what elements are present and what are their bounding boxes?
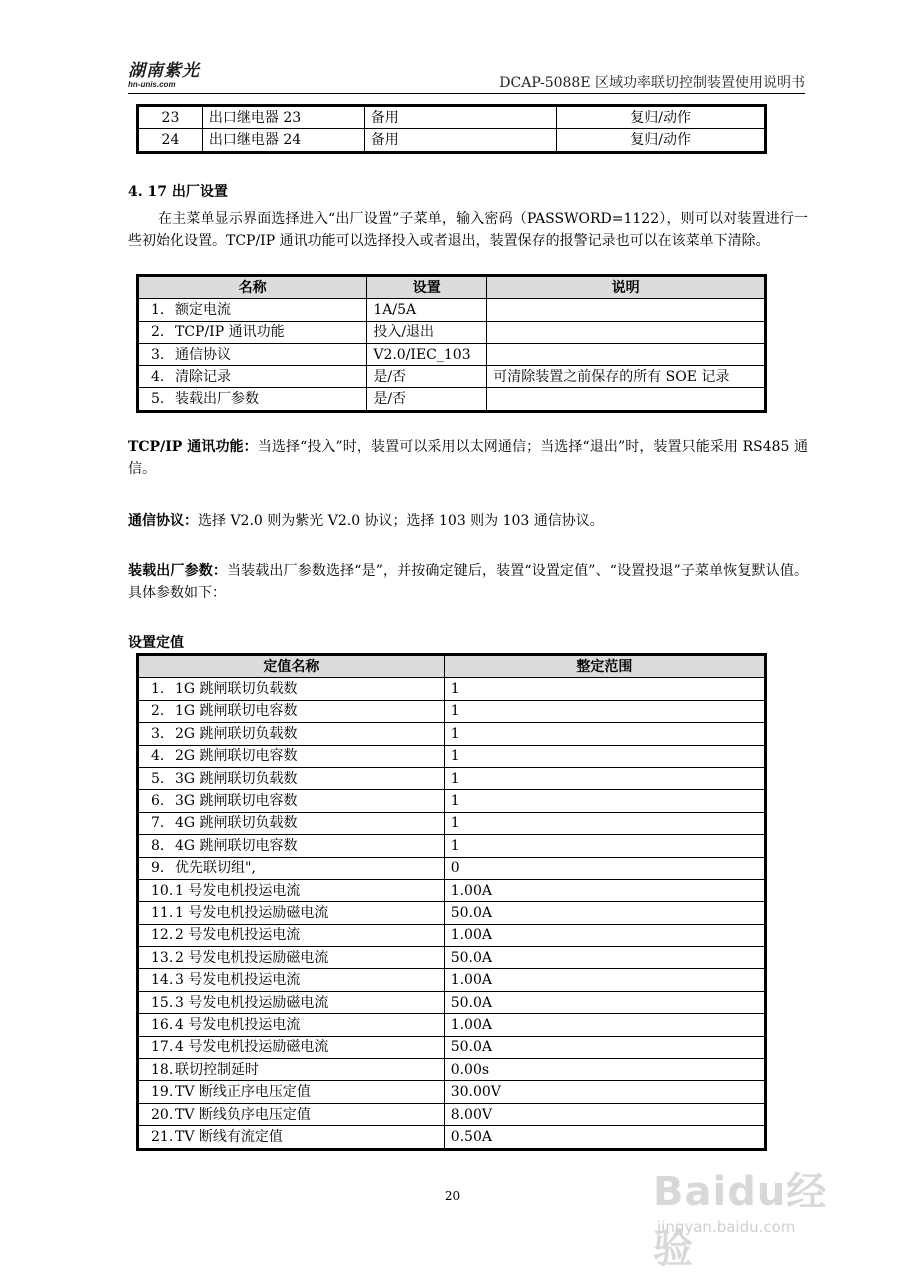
- table-row: [139, 1014, 765, 1036]
- row-name: 清除记录: [175, 368, 231, 385]
- load-defaults-text: 当装载出厂参数选择“是”，并按确定键后，装置“设置定值”、“设置投退”子菜单恢复默认值。具体参数如下：: [128, 563, 809, 601]
- protocol-label: 通信协议：: [128, 513, 198, 529]
- table-row: [139, 947, 765, 969]
- column-header: 定值名称: [139, 656, 445, 678]
- table-cell: 0.00s: [444, 1059, 764, 1081]
- table-cell: [139, 790, 445, 812]
- table-cell: [139, 343, 367, 365]
- table-row: [139, 388, 765, 410]
- table-row: [139, 857, 765, 879]
- table-row: [139, 835, 765, 857]
- table-row: [139, 812, 765, 834]
- table-row: [139, 902, 765, 924]
- row-name: 3G 跳闸联切电容数: [175, 793, 298, 810]
- load-defaults-label: 装载出厂参数：: [128, 563, 227, 579]
- table-row: [139, 1126, 765, 1148]
- table-row: [139, 1081, 765, 1103]
- table-cell: 出口继电器 24: [202, 129, 364, 151]
- table-cell: 复归/动作: [557, 129, 765, 151]
- table-cell: [139, 1103, 445, 1125]
- table-cell: 是/否: [367, 366, 487, 388]
- table-cell: [139, 1081, 445, 1103]
- row-number: 3.: [151, 725, 165, 742]
- table-row: [139, 299, 765, 321]
- table-row: [139, 767, 765, 789]
- header-divider: [128, 93, 805, 94]
- row-number: 5.: [151, 770, 165, 787]
- row-number: 16.: [151, 1016, 174, 1033]
- baidu-watermark: [635, 1158, 860, 1272]
- table-cell: [139, 678, 445, 700]
- table-cell: [139, 947, 445, 969]
- table-row: [139, 678, 765, 700]
- column-header: 设置: [367, 277, 487, 299]
- table-cell: 1.00A: [444, 1014, 764, 1036]
- table-row: [139, 700, 765, 722]
- row-name: 通信协议: [175, 346, 231, 363]
- row-number: 14.: [151, 972, 174, 989]
- row-name: 装载出厂参数: [175, 391, 259, 408]
- row-name: 2G 跳闸联切负载数: [175, 725, 298, 742]
- table-row: [139, 745, 765, 767]
- page-number: 20: [444, 1189, 461, 1203]
- column-header: 名称: [139, 277, 367, 299]
- table-cell: 可清除装置之前保存的所有 SOE 记录: [487, 366, 765, 388]
- table-cell: 投入/退出: [367, 321, 487, 343]
- table-cell: 备用: [364, 129, 557, 151]
- table-cell: [139, 723, 445, 745]
- row-number: 2.: [151, 703, 165, 720]
- table-cell: [139, 835, 445, 857]
- table-cell: V2.0/IEC_103: [367, 343, 487, 365]
- table-cell: 0: [444, 857, 764, 879]
- row-name: TV 断线负序电压定值: [175, 1106, 311, 1123]
- table-row: [139, 1103, 765, 1125]
- table-cell: [139, 991, 445, 1013]
- table-row: [139, 879, 765, 901]
- row-name: 3G 跳闸联切负载数: [175, 770, 298, 787]
- table-cell: [139, 1126, 445, 1148]
- row-number: 21.: [151, 1128, 174, 1145]
- table-cell: [139, 902, 445, 924]
- table-cell: 复归/动作: [557, 107, 765, 129]
- row-number: 5.: [151, 391, 165, 408]
- table-cell: 24: [139, 129, 203, 151]
- row-name: TCP/IP 通讯功能: [175, 324, 285, 341]
- table-cell: 1: [444, 745, 764, 767]
- intro-paragraph: 在主菜单显示界面选择进入“出厂设置”子菜单，输入密码（PASSWORD=1122），则可以对装置进行一些初始化设置。TCP/IP 通讯功能可以选择投入或者退出，装置保存的报警记录也可以在该菜单下清除。: [128, 211, 808, 249]
- table-row: [139, 343, 765, 365]
- table-cell: 0.50A: [444, 1126, 764, 1148]
- row-name: 额定电流: [175, 301, 231, 318]
- logo-sub-text: hn-unis.com: [128, 80, 176, 89]
- table-row: [139, 924, 765, 946]
- row-name: 联切控制延时: [175, 1061, 259, 1078]
- table-row: [139, 129, 765, 151]
- row-number: 4.: [151, 368, 165, 385]
- table-cell: [139, 767, 445, 789]
- table-cell: [487, 388, 765, 410]
- company-logo: [128, 62, 208, 90]
- table-cell: 8.00V: [444, 1103, 764, 1125]
- row-name: TV 断线正序电压定值: [175, 1084, 311, 1101]
- table-cell: [139, 1059, 445, 1081]
- table-row: [139, 321, 765, 343]
- row-number: 2.: [151, 324, 165, 341]
- row-number: 1.: [151, 301, 165, 318]
- table-row: [139, 991, 765, 1013]
- table-cell: [139, 1036, 445, 1058]
- row-name: 4 号发电机投运电流: [175, 1016, 301, 1033]
- document-title: DCAP-5088E 区域功率联切控制装置使用说明书: [499, 75, 805, 91]
- row-name: 2 号发电机投运电流: [175, 927, 301, 944]
- protocol-text: 选择 V2.0 则为紫光 V2.0 协议；选择 103 则为 103 通信协议。: [198, 513, 604, 529]
- table-cell: 50.0A: [444, 947, 764, 969]
- row-name: 1G 跳闸联切负载数: [175, 681, 298, 698]
- row-number: 18.: [151, 1061, 174, 1078]
- row-number: 1.: [151, 681, 165, 698]
- table-cell: [139, 700, 445, 722]
- row-name: 2 号发电机投运励磁电流: [175, 949, 329, 966]
- protocol-paragraph: [128, 510, 808, 532]
- table-cell: 50.0A: [444, 902, 764, 924]
- row-name: 4G 跳闸联切电容数: [175, 837, 298, 854]
- row-number: 13.: [151, 949, 174, 966]
- row-number: 6.: [151, 793, 165, 810]
- load-defaults-paragraph: [128, 560, 808, 604]
- table-cell: 备用: [364, 107, 557, 129]
- row-name: 3 号发电机投运励磁电流: [175, 994, 329, 1011]
- row-name: 2G 跳闸联切电容数: [175, 748, 298, 765]
- row-name: 1 号发电机投运电流: [175, 882, 301, 899]
- row-number: 12.: [151, 927, 174, 944]
- row-name: 4 号发电机投运励磁电流: [175, 1039, 329, 1056]
- table-row: [139, 1059, 765, 1081]
- table-cell: 1: [444, 835, 764, 857]
- row-name: 1G 跳闸联切电容数: [175, 703, 298, 720]
- logo-main-text: 湖南紫光: [128, 61, 200, 81]
- table-cell: [487, 343, 765, 365]
- table-cell: [139, 745, 445, 767]
- row-number: 9.: [151, 860, 165, 877]
- table-cell: 50.0A: [444, 1036, 764, 1058]
- table-cell: [139, 388, 367, 410]
- row-number: 11.: [151, 904, 174, 921]
- column-header: 说明: [487, 277, 765, 299]
- table-row: [139, 107, 765, 129]
- table-cell: 1.00A: [444, 969, 764, 991]
- table-row: [139, 1036, 765, 1058]
- table-cell: [139, 299, 367, 321]
- table-row: [139, 366, 765, 388]
- table-row: [139, 790, 765, 812]
- watermark-url: jingyan.baidu.com: [657, 1218, 796, 1236]
- row-name: 3 号发电机投运电流: [175, 972, 301, 989]
- table-cell: 1: [444, 678, 764, 700]
- tcp-label: TCP/IP 通讯功能：: [128, 439, 258, 455]
- table-cell: [139, 857, 445, 879]
- table-cell: 23: [139, 107, 203, 129]
- table-cell: 1: [444, 700, 764, 722]
- relay-table: [138, 106, 765, 152]
- row-number: 7.: [151, 815, 165, 832]
- table-cell: 30.00V: [444, 1081, 764, 1103]
- row-name: 4G 跳闸联切负载数: [175, 815, 298, 832]
- row-number: 17.: [151, 1039, 174, 1056]
- table-cell: [139, 969, 445, 991]
- table-cell: 1: [444, 723, 764, 745]
- table-row: [139, 969, 765, 991]
- table-cell: [139, 321, 367, 343]
- setting-table-label: 设置定值: [128, 635, 184, 651]
- tcp-text: 当选择“投入”时，装置可以采用以太网通信；当选择“退出”时，装置只能采用 RS485 通信。: [128, 439, 808, 477]
- row-number: 3.: [151, 346, 165, 363]
- row-number: 8.: [151, 837, 165, 854]
- row-number: 20.: [151, 1106, 174, 1123]
- table-cell: [487, 321, 765, 343]
- table-cell: [139, 366, 367, 388]
- tcp-paragraph: [128, 436, 808, 480]
- table-cell: 出口继电器 23: [202, 107, 364, 129]
- row-number: 10.: [151, 882, 174, 899]
- column-header: 整定范围: [444, 656, 764, 678]
- table-cell: [139, 879, 445, 901]
- table-cell: [139, 1014, 445, 1036]
- table-cell: [139, 924, 445, 946]
- table-cell: [139, 812, 445, 834]
- table-cell: 1A/5A: [367, 299, 487, 321]
- setting-values-table: [138, 655, 765, 1149]
- row-number: 15.: [151, 994, 174, 1011]
- table-cell: 是/否: [367, 388, 487, 410]
- row-name: 优先联切组",: [175, 860, 256, 877]
- row-name: 1 号发电机投运励磁电流: [175, 904, 329, 921]
- section-title: 4. 17 出厂设置: [128, 184, 228, 200]
- table-cell: 1: [444, 767, 764, 789]
- table-cell: 1.00A: [444, 879, 764, 901]
- row-number: 4.: [151, 748, 165, 765]
- table-row: [139, 723, 765, 745]
- row-number: 19.: [151, 1084, 174, 1101]
- table-cell: 1.00A: [444, 924, 764, 946]
- table-cell: 1: [444, 812, 764, 834]
- watermark-brand: Baidu经验: [653, 1169, 828, 1272]
- table-cell: [487, 299, 765, 321]
- row-name: TV 断线有流定值: [175, 1128, 283, 1145]
- table-cell: 1: [444, 790, 764, 812]
- factory-settings-table: [138, 276, 765, 411]
- table-cell: 50.0A: [444, 991, 764, 1013]
